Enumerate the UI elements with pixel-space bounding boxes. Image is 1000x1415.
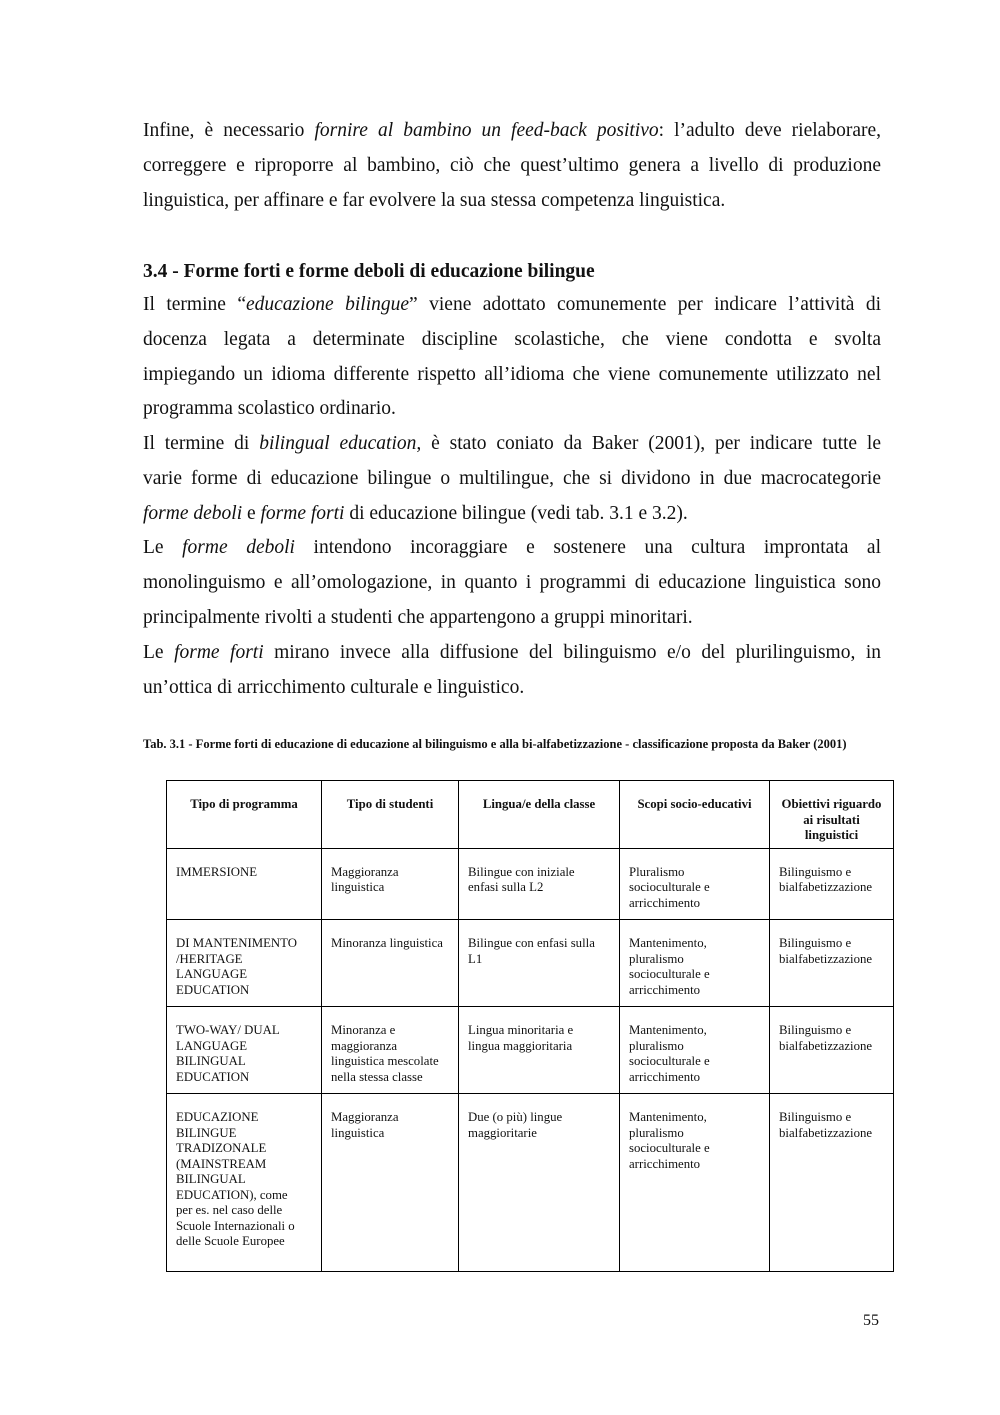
cell-line: Due (o più) lingue bbox=[468, 1110, 563, 1124]
text-line: impiegando un idioma differente rispetto all’idioma che viene comunemente utilizzato nel bbox=[143, 363, 881, 385]
table-cell-lingua bbox=[459, 1007, 620, 1094]
text-line: linguistica, per affinare e far evolvere la sua stessa competenza linguistica. bbox=[143, 189, 726, 211]
cell-line: Bilinguismo e bbox=[779, 1023, 852, 1037]
table-cell-obiettivi bbox=[770, 1094, 894, 1272]
table-cell-tipo bbox=[167, 920, 322, 1007]
cell-line: EDUCATION bbox=[176, 1069, 250, 1084]
cell-line: BILINGUAL bbox=[176, 1054, 246, 1068]
emphasis-text: forme deboli bbox=[182, 537, 295, 558]
column-header: Scopi socio-educativi bbox=[620, 781, 770, 849]
emphasis-text: educazione bilingue bbox=[245, 294, 410, 315]
cell-line: maggioritarie bbox=[468, 1125, 537, 1140]
table-row bbox=[167, 1094, 894, 1272]
paragraph-bilingual-education bbox=[143, 427, 881, 531]
cell-line: socioculturale e bbox=[629, 1141, 710, 1155]
section-heading: 3.4 - Forme forti e forme deboli di educazione bilingue bbox=[143, 261, 595, 282]
cell-line: lingua maggioritaria bbox=[468, 1038, 573, 1053]
table-cell-lingua bbox=[459, 920, 620, 1007]
text-line bbox=[143, 497, 881, 532]
table-cell-obiettivi bbox=[770, 1007, 894, 1094]
table-cell-studenti bbox=[322, 848, 459, 920]
table-caption: Tab. 3.1 - Forme forti di educazione di educazione al bilinguismo e alla bi-alfabetizzazione - classificazione proposta da Baker (2001) bbox=[143, 737, 847, 751]
cell-line: Mantenimento, bbox=[629, 1023, 707, 1037]
text-run: di educazione bilingue (vedi tab. 3.1 e 3.2). bbox=[344, 502, 688, 524]
cell-line: IMMERSIONE bbox=[176, 864, 258, 879]
text-run: Il termine di bbox=[143, 433, 260, 454]
text-line bbox=[143, 114, 881, 149]
text-line bbox=[143, 288, 881, 323]
cell-line: Minoranza e bbox=[331, 1023, 396, 1037]
table-cell-studenti bbox=[322, 920, 459, 1007]
table-cell-lingua bbox=[459, 848, 620, 920]
table-cell-lingua bbox=[459, 1094, 620, 1272]
cell-line: arricchimento bbox=[629, 982, 701, 997]
cell-line: Lingua minoritaria e bbox=[468, 1023, 574, 1037]
cell-line: DI MANTENIMENTO bbox=[176, 936, 297, 950]
text-run: Le bbox=[143, 537, 183, 558]
cell-line: BILINGUAL bbox=[176, 1172, 246, 1186]
text-run: intendono incoraggiare e sostenere una cultura improntata al bbox=[294, 537, 881, 558]
emphasis-text: bilingual education, bbox=[259, 433, 422, 454]
table-cell-studenti bbox=[322, 1094, 459, 1272]
table-cell-scopi bbox=[620, 920, 770, 1007]
text-run: Il termine “ bbox=[143, 294, 246, 315]
table-cell-scopi bbox=[620, 1094, 770, 1272]
cell-line: maggioranza bbox=[331, 1038, 398, 1053]
column-header: Tipo di programma bbox=[167, 781, 322, 849]
cell-line: Bilingue con enfasi sulla bbox=[468, 936, 595, 950]
emphasis-text: fornire al bambino un feed-back positivo bbox=[314, 120, 659, 141]
paragraph-forme-forti bbox=[143, 636, 881, 706]
cell-line: Mantenimento, bbox=[629, 1110, 707, 1124]
cell-line: bialfabetizzazione bbox=[779, 880, 873, 894]
paragraph-educazione-bilingue bbox=[143, 288, 881, 427]
cell-line: EDUCATION bbox=[176, 982, 250, 997]
cell-line: pluralismo bbox=[629, 1038, 684, 1053]
programs-table bbox=[166, 780, 894, 1272]
emphasis-text: forme deboli bbox=[143, 502, 243, 524]
cell-line: Maggioranza bbox=[331, 1110, 399, 1124]
table-row bbox=[167, 848, 894, 920]
column-header: Obiettivi riguardo ai risultati linguistici bbox=[770, 781, 894, 849]
cell-line: TWO-WAY/ DUAL bbox=[176, 1023, 280, 1037]
cell-line: Minoranza linguistica bbox=[331, 936, 443, 950]
cell-line: Bilinguismo e bbox=[779, 1110, 852, 1124]
table-cell-scopi bbox=[620, 1007, 770, 1094]
cell-line: Bilinguismo e bbox=[779, 864, 852, 879]
paragraph-feedback bbox=[143, 114, 881, 218]
table-cell-scopi bbox=[620, 848, 770, 920]
text-run: ” viene adottato comunemente per indicare l’attività di bbox=[409, 294, 882, 315]
cell-line: Bilingue con iniziale bbox=[468, 864, 575, 879]
cell-line: arricchimento bbox=[629, 1156, 701, 1171]
text-line: principalmente rivolti a studenti che appartengono a gruppi minoritari. bbox=[143, 606, 693, 628]
column-header: Tipo di studenti bbox=[322, 781, 459, 849]
cell-line: bialfabetizzazione bbox=[779, 951, 873, 966]
cell-line: linguistica bbox=[331, 1125, 385, 1140]
emphasis-text: forme forti bbox=[260, 502, 345, 524]
table-cell-tipo bbox=[167, 1007, 322, 1094]
cell-line: enfasi sulla L2 bbox=[468, 880, 544, 894]
table-row bbox=[167, 920, 894, 1007]
table-cell-studenti bbox=[322, 1007, 459, 1094]
cell-line: EDUCAZIONE bbox=[176, 1110, 259, 1124]
cell-line: L1 bbox=[468, 951, 483, 966]
cell-line: Mantenimento, bbox=[629, 936, 707, 950]
column-header: Lingua/e della classe bbox=[459, 781, 620, 849]
cell-line: linguistica mescolate bbox=[331, 1054, 439, 1068]
table-cell-obiettivi bbox=[770, 920, 894, 1007]
text-run: mirano invece alla diffusione del bilinguismo e/o del plurilinguismo, in bbox=[263, 642, 881, 663]
cell-line: pluralismo bbox=[629, 1125, 684, 1140]
cell-line: linguistica bbox=[331, 880, 385, 894]
cell-line: Maggioranza bbox=[331, 864, 399, 879]
cell-line: LANGUAGE bbox=[176, 967, 248, 981]
text-line: monolinguismo e all’omologazione, in quanto i programmi di educazione linguistica sono bbox=[143, 571, 881, 593]
text-line: un’ottica di arricchimento culturale e linguistico. bbox=[143, 676, 525, 698]
cell-line: BILINGUE bbox=[176, 1125, 237, 1140]
cell-line: per es. nel caso delle bbox=[176, 1203, 283, 1217]
cell-line: arricchimento bbox=[629, 1069, 701, 1084]
cell-line: nella stessa classe bbox=[331, 1069, 423, 1084]
page-number: 55 bbox=[863, 1312, 879, 1329]
cell-line: arricchimento bbox=[629, 895, 701, 910]
text-line bbox=[143, 636, 881, 671]
text-run: : l’adulto deve rielaborare, bbox=[658, 120, 881, 141]
table-header-row bbox=[167, 781, 894, 849]
cell-line: Pluralismo bbox=[629, 864, 685, 879]
cell-line: Scuole Internazionali o bbox=[176, 1218, 295, 1233]
cell-line: socioculturale e bbox=[629, 880, 710, 894]
paragraph-forme-deboli bbox=[143, 531, 881, 635]
cell-line: EDUCATION), come bbox=[176, 1187, 288, 1202]
text-run: Le bbox=[143, 642, 175, 663]
cell-line: socioculturale e bbox=[629, 967, 710, 981]
cell-line: LANGUAGE bbox=[176, 1038, 248, 1053]
cell-line: /HERITAGE bbox=[176, 951, 243, 966]
emphasis-text: forme forti bbox=[174, 642, 264, 663]
cell-line: pluralismo bbox=[629, 951, 684, 966]
text-run: Infine, è necessario bbox=[143, 120, 315, 141]
table-cell-tipo bbox=[167, 1094, 322, 1272]
cell-line: TRADIZONALE bbox=[176, 1141, 267, 1155]
table-row bbox=[167, 1007, 894, 1094]
table-cell-tipo bbox=[167, 848, 322, 920]
cell-line: (MAINSTREAM bbox=[176, 1156, 267, 1171]
cell-line: delle Scuole Europee bbox=[176, 1234, 285, 1248]
table-cell-obiettivi bbox=[770, 848, 894, 920]
cell-line: socioculturale e bbox=[629, 1054, 710, 1068]
cell-line: bialfabetizzazione bbox=[779, 1125, 873, 1140]
text-line: varie forme di educazione bilingue o multilingue, che si dividono in due macrocategorie bbox=[143, 467, 881, 489]
text-line: docenza legata a determinate discipline scolastiche, che viene condotta e svolta bbox=[143, 328, 881, 350]
text-line bbox=[143, 427, 881, 462]
text-run: e bbox=[242, 502, 261, 524]
text-line bbox=[143, 531, 881, 566]
cell-line: bialfabetizzazione bbox=[779, 1038, 873, 1053]
text-line: programma scolastico ordinario. bbox=[143, 398, 396, 420]
text-run: è stato coniato da Baker (2001), per indicare tutte le bbox=[421, 433, 881, 454]
cell-line: Bilinguismo e bbox=[779, 936, 852, 950]
text-line: correggere e riproporre al bambino, ciò che quest’ultimo genera a livello di produzione bbox=[143, 154, 881, 176]
